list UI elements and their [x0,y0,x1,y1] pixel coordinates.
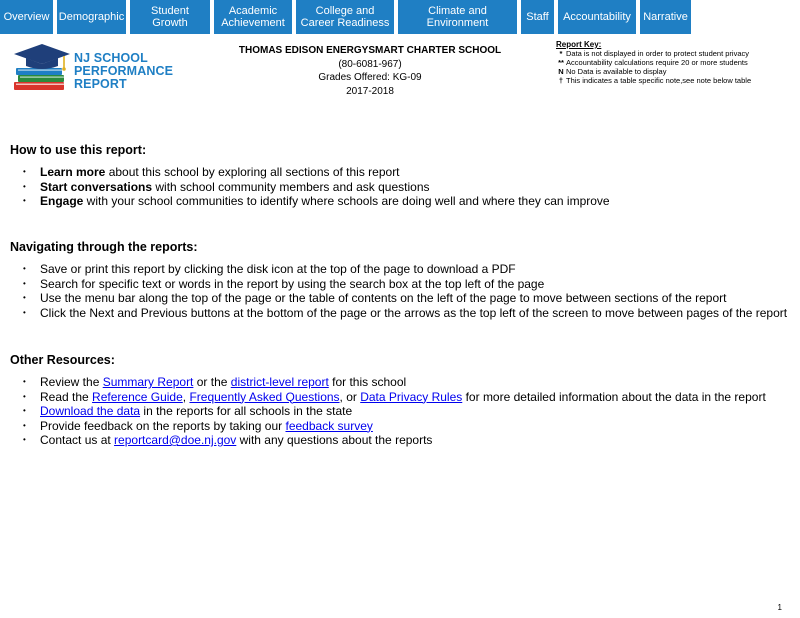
item-text: , [182,389,190,404]
school-code: (80-6081-967) [338,58,402,70]
page-number: 1 [777,603,782,612]
tab-demographic[interactable]: Demographic [57,0,126,34]
item-text: , or [339,389,361,404]
key-description: No Data is available to display [566,67,667,76]
graduation-cap-books-icon [12,42,72,100]
key-description: This indicates a table specific note,see note below table [566,76,752,85]
item-text: for more detailed information about the data in the report [462,389,766,404]
key-description: Accountability calculations require 20 or more students [566,58,748,67]
item-text: Read the [40,389,93,404]
download-data-link[interactable]: Download the data [40,404,141,418]
item-text: with any questions about the reports [236,433,433,447]
list-item: • Save or print this report by clicking the disk icon at the top of the page to download a PDF [10,262,790,277]
item-text: in the reports for all schools in the state [140,404,353,418]
report-key-item [556,58,796,67]
feedback-survey-link[interactable]: feedback survey [285,418,373,433]
list-item [10,165,790,180]
tab-accountability[interactable]: Accountability [558,0,636,34]
reference-guide-link[interactable]: Reference Guide [92,389,183,404]
tab-climate-environment[interactable]: Climate and Environment [398,0,517,34]
list-item [10,419,790,434]
school-name: THOMAS EDISON ENERGYSMART CHARTER SCHOOL [238,45,502,56]
item-text: with school community members and ask questions [152,179,430,194]
key-symbol: * [559,49,563,58]
list-item: • Search for specific text or words in the report by using the search box at the top left of the page [10,277,790,292]
list-item [10,375,790,390]
key-symbol: † [558,76,564,85]
item-text: Contact us at [40,433,115,447]
item-text: with your school communities to identify where schools are doing well and where they can improve [83,194,610,208]
item-text: Review the [40,375,103,389]
report-key-title: Report Key: [556,40,602,49]
key-description: Data is not displayed in order to protect student privacy [566,49,750,58]
item-text: Provide feedback on the reports by taking our [40,418,286,433]
list-item: • Use the menu bar along the top of the page or the table of contents on the left of the page to move between sections of the report [10,291,790,306]
tab-academic-achievement[interactable]: Academic Achievement [214,0,292,34]
grades-offered: Grades Offered: KG-09 [318,72,422,83]
summary-report-link[interactable]: Summary Report [102,375,194,389]
nj-school-performance-report-logo [12,42,184,100]
section-heading: Navigating through the reports: [10,240,198,254]
report-key [556,40,796,85]
faq-link[interactable]: Frequently Asked Questions [189,389,340,404]
bold-text: Engage [40,194,84,208]
bold-text: Start conversations [40,179,153,194]
item-text: for this school [328,375,407,389]
navigating-section [10,240,790,320]
district-level-report-link[interactable]: district-level report [230,375,329,389]
list-item [10,404,790,419]
contact-email-link[interactable]: reportcard@doe.nj.gov [114,433,237,447]
data-privacy-rules-link[interactable]: Data Privacy Rules [360,389,463,404]
logo-text: NJ SCHOOL PERFORMANCE REPORT [74,51,174,91]
section-heading: How to use this report: [10,143,147,157]
how-to-use-section [10,143,790,209]
section-nav-bar [0,0,800,34]
list-item: • Click the Next and Previous buttons at the bottom of the page or the arrows as the top left of the screen to move between pages of the report [10,306,790,321]
school-year: 2017-2018 [346,85,394,97]
tab-student-growth[interactable]: Student Growth [130,0,210,34]
bold-text: Learn more [40,165,106,179]
tab-staff[interactable]: Staff [521,0,554,34]
item-text: or the [193,375,231,389]
list-item [10,390,790,405]
list-item [10,194,790,209]
school-header [200,44,540,98]
list-item [10,433,790,448]
key-symbol: ** [558,58,564,67]
other-resources-section [10,353,790,448]
report-key-item [556,67,796,76]
report-key-item [556,76,796,85]
list-item [10,180,790,195]
tab-college-career-readiness[interactable]: College and Career Readiness [296,0,394,34]
tab-overview[interactable]: Overview [0,0,53,34]
key-symbol: N [558,67,564,76]
report-key-item [556,49,796,58]
item-text: about this school by exploring all sections of this report [105,165,400,179]
tab-narrative[interactable]: Narrative [640,0,691,34]
section-heading: Other Resources: [10,353,115,367]
